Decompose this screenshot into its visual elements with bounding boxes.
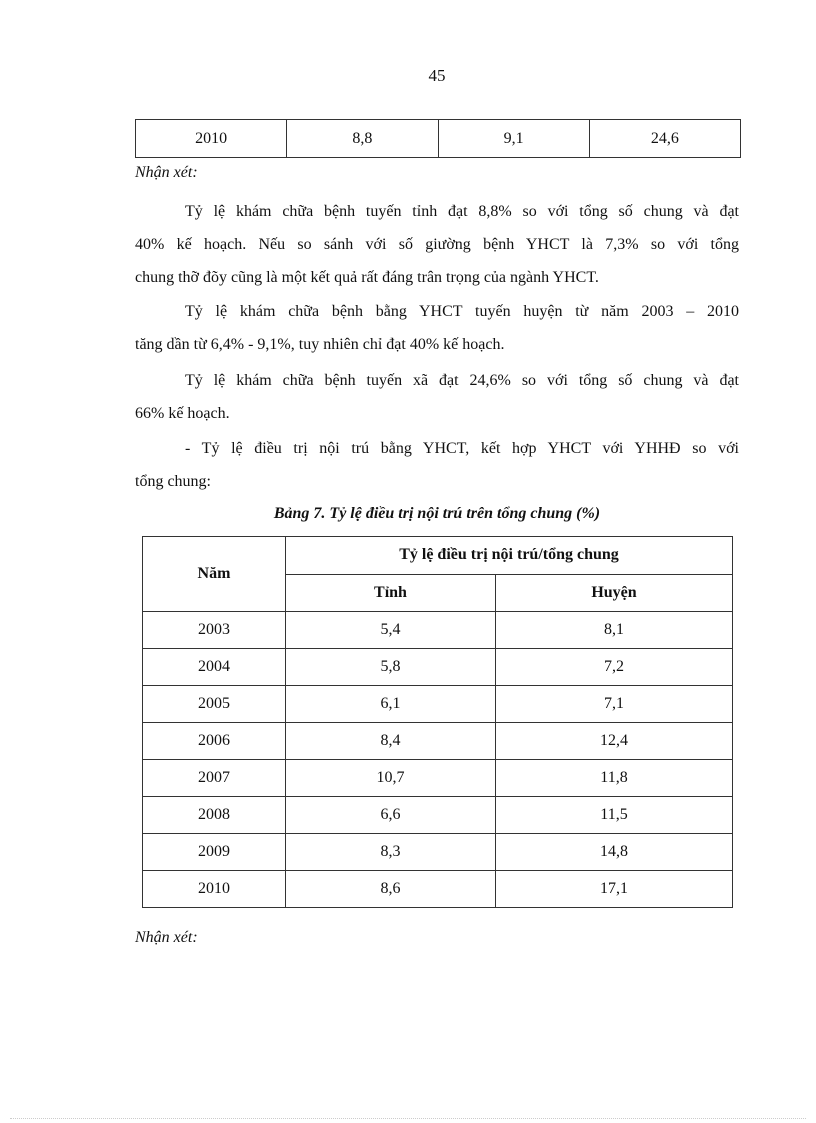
cell-year: 2010 [143,871,286,908]
paragraph-line: 66% kế hoạch. [135,405,230,422]
table-cell-year: 2010 [136,120,287,158]
cell-year: 2008 [143,797,286,834]
cell-year: 2004 [143,649,286,686]
cell-district: 11,5 [496,797,733,834]
table-row [136,120,741,158]
table-cell: 8,8 [287,120,438,158]
cell-year: 2005 [143,686,286,723]
cell-province: 6,1 [286,686,496,723]
continued-table [135,119,741,158]
table-row [143,871,733,908]
paragraph-line: Tỷ lệ khám chữa bệnh bằng YHCT tuyến huyện từ năm 2003 – 2010 [185,303,739,320]
cell-year: 2003 [143,612,286,649]
paragraph-line: tổng chung: [135,473,211,490]
page-number: 45 [428,66,446,85]
cell-district: 14,8 [496,834,733,871]
cell-province: 8,6 [286,871,496,908]
table-row [143,797,733,834]
cell-province: 5,8 [286,649,496,686]
header-year: Năm [143,537,286,612]
cell-province: 10,7 [286,760,496,797]
inpatient-rate-table [142,536,733,908]
table-cell: 24,6 [589,120,740,158]
cell-district: 11,8 [496,760,733,797]
cell-province: 8,3 [286,834,496,871]
cell-province: 6,6 [286,797,496,834]
remark-label: Nhận xét: [135,929,198,946]
cell-district: 8,1 [496,612,733,649]
table-row [143,834,733,871]
table-header-row [143,537,733,575]
cell-district: 7,2 [496,649,733,686]
page-bottom-divider [10,1118,806,1119]
paragraph-line: - Tỷ lệ điều trị nội trú bằng YHCT, kết hợp YHCT với YHHĐ so với [185,440,739,457]
header-district: Huyện [496,574,733,612]
cell-year: 2006 [143,723,286,760]
paragraph-line: Tỷ lệ khám chữa bệnh tuyến xã đạt 24,6% so với tổng số chung và đạt [185,372,739,389]
table-row [143,612,733,649]
cell-province: 5,4 [286,612,496,649]
cell-province: 8,4 [286,723,496,760]
header-group: Tỷ lệ điều trị nội trú/tổng chung [286,537,733,575]
paragraph-line: tăng dần từ 6,4% - 9,1%, tuy nhiên chỉ đạt 40% kế hoạch. [135,336,505,353]
cell-district: 7,1 [496,686,733,723]
table-row [143,723,733,760]
remark-label: Nhận xét: [135,164,198,181]
paragraph-line: 40% kế hoạch. Nếu so sánh với số giường bệnh YHCT là 7,3% so với tổng [135,236,739,253]
table-row [143,649,733,686]
table-row [143,686,733,723]
cell-district: 12,4 [496,723,733,760]
header-province: Tỉnh [286,574,496,612]
table-caption: Bảng 7. Tỷ lệ điều trị nội trú trên tổng chung (%) [273,505,601,522]
paragraph-line: Tỷ lệ khám chữa bệnh tuyến tỉnh đạt 8,8% so với tổng số chung và đạt [185,203,739,220]
paragraph-line: chung thỡ đõy cũng là một kết quả rất đáng trân trọng của ngành YHCT. [135,269,599,286]
cell-year: 2007 [143,760,286,797]
table-row [143,760,733,797]
cell-year: 2009 [143,834,286,871]
table-cell: 9,1 [438,120,589,158]
cell-district: 17,1 [496,871,733,908]
